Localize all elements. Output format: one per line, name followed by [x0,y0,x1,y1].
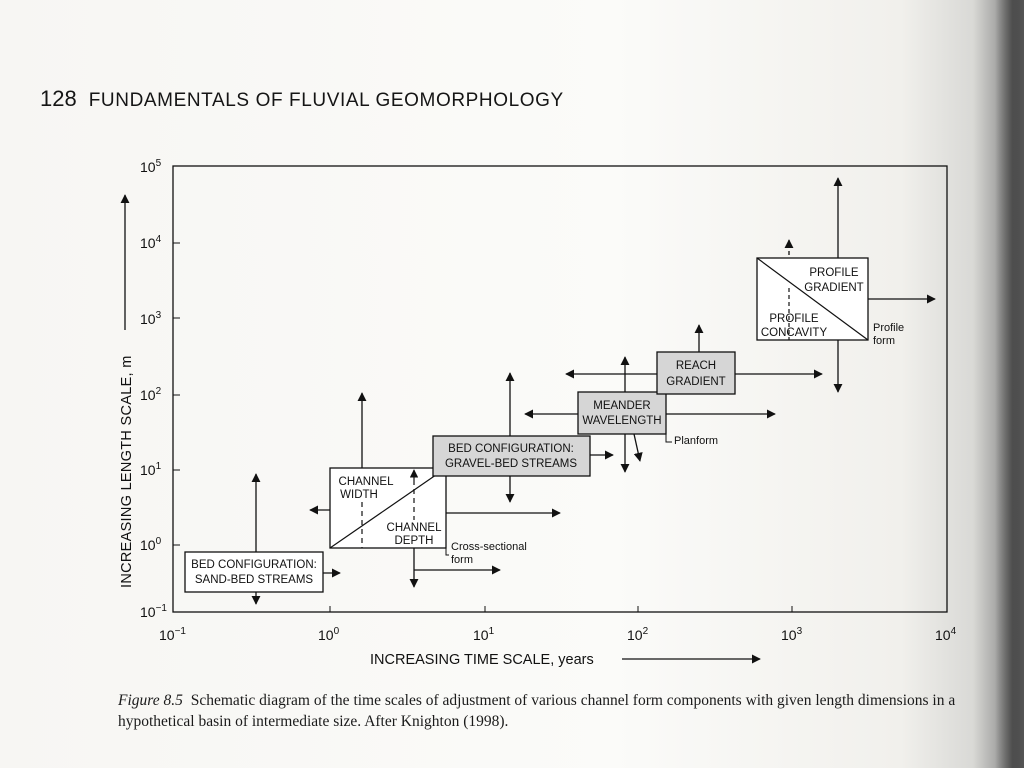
figure-label: Figure 8.5 [118,692,183,709]
x-tick-label: $10^2$ [627,626,649,643]
svg-text:CHANNEL: CHANNEL [338,476,394,488]
box-profile-gradient-concavity [757,258,868,340]
box-gravel-bed-streams [433,436,590,476]
svg-text:GRADIENT: GRADIENT [666,376,726,388]
svg-text:REACH: REACH [675,360,717,372]
label-profile-form: form [873,335,895,347]
svg-text:BED CONFIGURATION:: BED CONFIGURATION: [191,559,317,571]
box-meander-wavelength [578,392,666,434]
label-planform: Planform [674,435,719,447]
box-sand-bed-streams [185,552,323,592]
svg-text:GRADIENT: GRADIENT [804,282,864,294]
page-number: 128 [40,86,77,111]
box-channel-width-depth [330,468,446,548]
label-cross-sectional-form: form [451,554,473,566]
y-axis-ticks [173,243,180,545]
y-axis-title: INCREASING LENGTH SCALE, m [119,355,135,588]
svg-text:CONCAVITY: CONCAVITY [760,327,828,339]
x-tick-label: $10^4$ [935,626,957,643]
y-tick-label: $10^3$ [140,310,162,327]
plot-frame [173,166,947,612]
y-tick-label: $10^4$ [140,234,162,251]
svg-text:PROFILE: PROFILE [809,267,859,279]
y-tick-label: $10^1$ [140,461,162,478]
label-profile: Profile [873,322,905,334]
svg-text:WAVELENGTH: WAVELENGTH [582,415,662,427]
svg-text:BED CONFIGURATION:: BED CONFIGURATION: [448,443,574,455]
svg-text:DEPTH: DEPTH [394,535,434,547]
x-tick-label: $10^3$ [781,626,803,643]
running-title: FUNDAMENTALS OF FLUVIAL GEOMORPHOLOGY [88,90,564,111]
x-tick-label: $10^{-1}$ [159,626,186,643]
x-axis-ticks [330,606,792,612]
y-tick-label: $10^2$ [140,386,162,403]
y-tick-labels [140,158,167,620]
svg-text:MEANDER: MEANDER [593,400,651,412]
y-tick-label: $10^5$ [140,158,162,175]
svg-text:WIDTH: WIDTH [340,489,378,501]
svg-text:PROFILE: PROFILE [769,313,819,325]
x-axis-title: INCREASING TIME SCALE, years [370,652,594,668]
svg-text:GRAVEL-BED STREAMS: GRAVEL-BED STREAMS [444,458,578,470]
caption-text: Schematic diagram of the time scales of adjustment of various channel form components with given length dimensions in a hypothetical basin of intermediate size. After Knighton (1998). [118,692,956,730]
svg-text:CHANNEL: CHANNEL [386,522,442,534]
label-cross-sectional: Cross-sectional [451,541,527,553]
y-tick-label: $10^0$ [140,536,162,553]
svg-text:SAND-BED STREAMS: SAND-BED STREAMS [194,574,314,586]
x-tick-labels [159,626,957,643]
y-tick-label: $10^{-1}$ [140,603,167,620]
figure-caption [118,690,958,732]
box-reach-gradient [657,352,735,394]
x-tick-label: $10^1$ [473,626,495,643]
page-edge-shadow [995,0,1024,768]
x-tick-label: $10^0$ [318,626,340,643]
